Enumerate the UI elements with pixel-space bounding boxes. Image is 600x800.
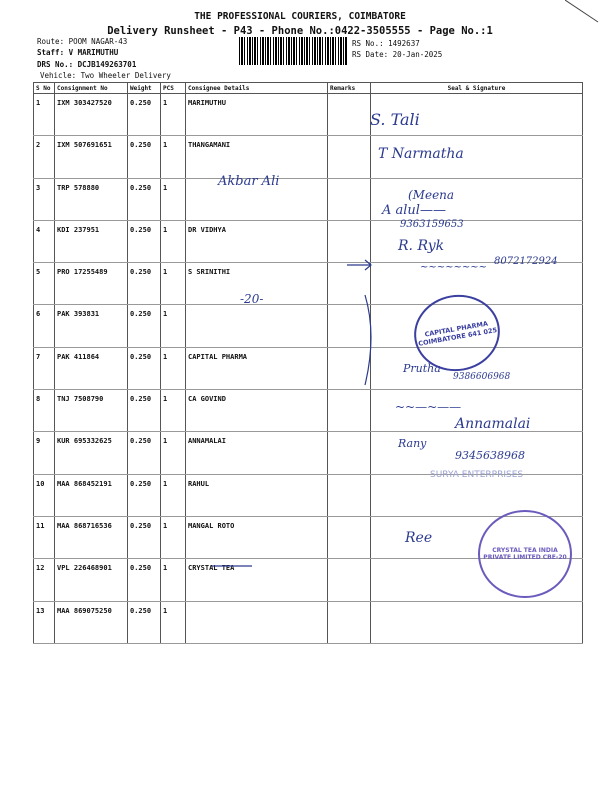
cell-pcs: 1 <box>161 390 186 432</box>
drs-number: DRS No.: DCJB149263701 <box>37 60 137 69</box>
cell-consignment: MAA 868716536 <box>55 516 128 558</box>
arrow-mark <box>345 258 375 272</box>
cell-weight: 0.250 <box>128 220 161 262</box>
cell-weight: 0.250 <box>128 178 161 220</box>
cell-consignment: PAK 411864 <box>55 347 128 389</box>
cell-pcs: 1 <box>161 474 186 516</box>
cell-remarks <box>328 559 371 601</box>
signature-8-name: Prutha <box>403 362 441 375</box>
cell-remarks <box>328 601 371 643</box>
signature-10-name: Rany <box>398 437 427 450</box>
cell-pcs: 1 <box>161 601 186 643</box>
cell-remarks <box>328 390 371 432</box>
cell-remarks <box>328 220 371 262</box>
cell-pcs: 1 <box>161 305 186 347</box>
cell-remarks <box>328 136 371 178</box>
col-header: Consignee Details <box>186 83 328 94</box>
cell-sno: 13 <box>34 601 55 643</box>
cell-weight: 0.250 <box>128 347 161 389</box>
col-header: PCS <box>161 83 186 94</box>
cell-sno: 7 <box>34 347 55 389</box>
cell-pcs: 1 <box>161 94 186 136</box>
stamp-text: CAPITAL PHARMA COIMBATORE 641 025 <box>417 319 498 348</box>
dash-mark <box>212 563 252 569</box>
cell-pcs: 1 <box>161 559 186 601</box>
cell-consignment: KUR 695332625 <box>55 432 128 474</box>
col-header: S No <box>34 83 55 94</box>
cell-pcs: 1 <box>161 347 186 389</box>
cell-weight: 0.250 <box>128 305 161 347</box>
cell-consignee: CAPITAL PHARMA <box>186 347 328 389</box>
cell-consignment: PRO 17255489 <box>55 263 128 305</box>
cell-consignment: MAA 869075250 <box>55 601 128 643</box>
cell-weight: 0.250 <box>128 263 161 305</box>
col-header: Consignment No <box>55 83 128 94</box>
table-row <box>34 178 583 220</box>
cell-remarks <box>328 178 371 220</box>
cell-weight: 0.250 <box>128 136 161 178</box>
cell-pcs: 1 <box>161 136 186 178</box>
cell-consignee <box>186 601 328 643</box>
cell-consignee: S SRINITHI <box>186 263 328 305</box>
cell-consignment: MAA 868452191 <box>55 474 128 516</box>
table-row <box>34 347 583 389</box>
signature-5-phone: 8072172924 <box>494 256 558 267</box>
cell-consignee: MARIMUTHU <box>186 94 328 136</box>
signature-4-scribble: A alul—— <box>382 203 446 218</box>
staff-label: Staff: V MARIMUTHU <box>37 48 119 57</box>
signature-9-scribble: ~~—~—— <box>395 400 462 414</box>
cell-pcs: 1 <box>161 263 186 305</box>
signature-8-phone: 9386606968 <box>453 372 511 382</box>
cell-consignee: CRYSTAL TEA <box>186 559 328 601</box>
cell-consignment: IXM 507691651 <box>55 136 128 178</box>
rs-number: RS No.: 1492637 <box>352 39 420 48</box>
signature-10-phone: 9345638968 <box>455 449 525 462</box>
cell-sno: 10 <box>34 474 55 516</box>
cell-weight: 0.250 <box>128 601 161 643</box>
cell-sno: 9 <box>34 432 55 474</box>
rs-date: RS Date: 20-Jan-2025 <box>352 50 443 59</box>
corner-mark <box>565 0 600 25</box>
handwritten-consignee-3: Akbar Ali <box>218 174 280 189</box>
signature-4-name: (Meena <box>408 188 455 202</box>
cell-consignee: RAHUL <box>186 474 328 516</box>
cell-signature <box>371 474 583 516</box>
cell-sno: 3 <box>34 178 55 220</box>
cell-weight: 0.250 <box>128 559 161 601</box>
runsheet-subtitle: Delivery Runsheet - P43 - Phone No.:0422-3505555 - Page No.:1 <box>107 25 493 37</box>
cell-pcs: 1 <box>161 220 186 262</box>
cell-consignment: VPL 226468901 <box>55 559 128 601</box>
cell-sno: 8 <box>34 390 55 432</box>
table-row <box>34 136 583 178</box>
table-row <box>34 601 583 643</box>
cell-consignment: IXM 303427520 <box>55 94 128 136</box>
cell-weight: 0.250 <box>128 516 161 558</box>
cell-consignment: TRP 578880 <box>55 178 128 220</box>
cell-remarks <box>328 432 371 474</box>
table-row <box>34 263 583 305</box>
cell-sno: 6 <box>34 305 55 347</box>
signature-5-strike: ~~~~~~~~ <box>420 262 488 273</box>
bracket-mark <box>355 290 385 390</box>
cell-consignment: TNJ 7508790 <box>55 390 128 432</box>
cell-sno: 5 <box>34 263 55 305</box>
cell-consignee: ANNAMALAI <box>186 432 328 474</box>
cell-remarks <box>328 474 371 516</box>
cell-sno: 1 <box>34 94 55 136</box>
table-row <box>34 474 583 516</box>
crystal-tea-stamp <box>478 510 572 598</box>
cell-sno: 2 <box>34 136 55 178</box>
cell-pcs: 1 <box>161 432 186 474</box>
cell-consignee: MANGAL ROTO <box>186 516 328 558</box>
signature-5-name: R. Ryk <box>398 238 445 254</box>
cell-weight: 0.250 <box>128 432 161 474</box>
faded-stamp: SURYA ENTERPRISES <box>430 470 524 480</box>
table-row <box>34 305 583 347</box>
vehicle-label: Vehicle: Two Wheeler Delivery <box>40 71 171 80</box>
cell-sno: 12 <box>34 559 55 601</box>
signature-9: Annamalai <box>455 416 531 432</box>
cell-signature <box>371 601 583 643</box>
handwritten-consignee-6: -20- <box>240 292 264 306</box>
stamp-text: CRYSTAL TEA INDIA PRIVATE LIMITED CBE-20 <box>483 547 567 561</box>
cell-pcs: 1 <box>161 178 186 220</box>
cell-remarks <box>328 516 371 558</box>
cell-remarks <box>328 94 371 136</box>
table-row <box>34 94 583 136</box>
cell-consignment: KDI 237951 <box>55 220 128 262</box>
signature-12: Ree <box>405 530 433 546</box>
cell-sno: 11 <box>34 516 55 558</box>
signature-4-phone: 9363159653 <box>400 219 464 230</box>
cell-consignee: THANGAMANI <box>186 136 328 178</box>
cell-consignee <box>186 305 328 347</box>
signature-2: T Narmatha <box>378 146 464 162</box>
cell-weight: 0.250 <box>128 94 161 136</box>
signature-1: S. Tali <box>370 110 420 129</box>
cell-sno: 4 <box>34 220 55 262</box>
table-header-row <box>34 83 583 94</box>
cell-consignment: PAK 393831 <box>55 305 128 347</box>
route-label: Route: POOM NAGAR-43 <box>37 37 128 46</box>
cell-pcs: 1 <box>161 516 186 558</box>
col-header: Seal & Signature <box>371 83 583 94</box>
cell-consignee: DR VIDHYA <box>186 220 328 262</box>
cell-weight: 0.250 <box>128 474 161 516</box>
company-title: THE PROFESSIONAL COURIERS, COIMBATORE <box>194 11 406 22</box>
cell-consignee: CA GOVIND <box>186 390 328 432</box>
col-header: Remarks <box>328 83 371 94</box>
barcode <box>239 37 347 65</box>
cell-weight: 0.250 <box>128 390 161 432</box>
col-header: Weight <box>128 83 161 94</box>
